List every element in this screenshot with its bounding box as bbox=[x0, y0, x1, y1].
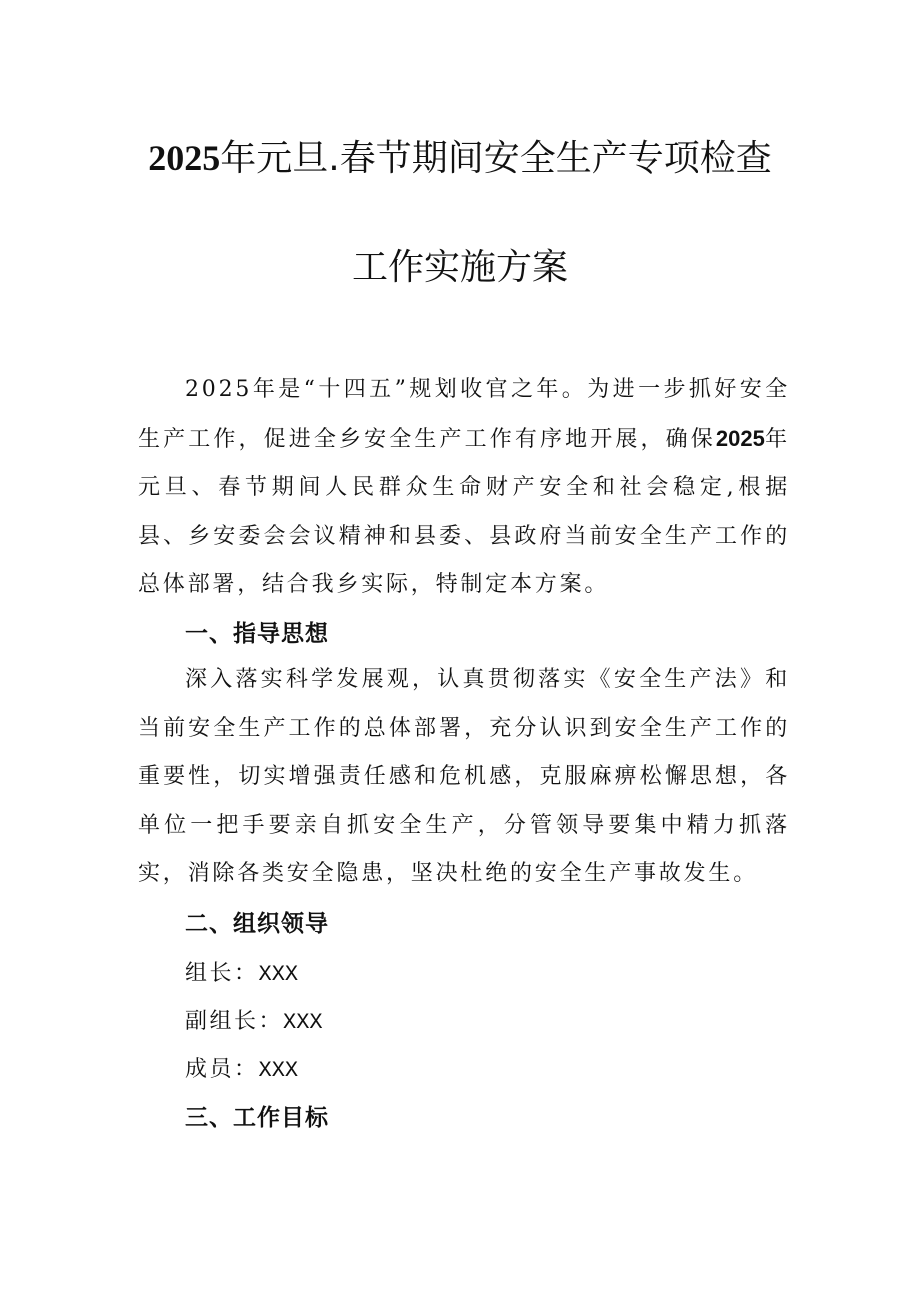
document-title-line-2: 工作实施方案 bbox=[351, 247, 568, 288]
intro-paragraph bbox=[138, 366, 790, 610]
intro-text-2: 年元旦、春节期间人民群众生命财产安全和社会稳定,根据县、乡安委会会议精神和县委、县政府当前安全生产工作的总体部署，结合我乡实际，特制定本方案。 bbox=[138, 426, 790, 597]
section-heading-guiding-thought: 一、指导思想 bbox=[185, 621, 329, 647]
deputy-leader-line bbox=[185, 998, 323, 1047]
deputy-label: 副组长： bbox=[185, 1009, 284, 1034]
intro-year-bold: 2025 bbox=[715, 425, 765, 451]
deputy-value: XXX bbox=[283, 1010, 323, 1035]
guiding-thought-text: 深入落实科学发展观，认真贯彻落实《安全生产法》和当前安全生产工作的总体部署，充分认识到安全生产工作的重要性，切实增强责任感和危机感，克服麻痹松懈思想，各单位一把手要亲自抓安全生产，分管领导要集中精力抓落实，消除各类安全隐患，坚决杜绝的安全生产事故发生。 bbox=[138, 667, 790, 886]
leader-value: XXX bbox=[258, 962, 299, 987]
section-heading-work-goals: 三、工作目标 bbox=[185, 1105, 329, 1131]
intro-year: 2025 bbox=[185, 377, 253, 402]
title-year: 2025 bbox=[148, 138, 221, 178]
leader-label: 组长： bbox=[185, 961, 259, 986]
document-title-line-1 bbox=[0, 140, 920, 177]
members-label: 成员： bbox=[185, 1057, 259, 1082]
guiding-thought-paragraph bbox=[138, 656, 790, 899]
title-text: 年元旦.春节期间安全生产专项检查 bbox=[220, 138, 772, 179]
intro-text-1: 年是“十四五”规划收官之年。为进一步抓好安全生产工作，促进全乡安全生产工作有序地开展，确保 bbox=[138, 377, 790, 452]
members-line bbox=[185, 1046, 298, 1095]
leader-line bbox=[185, 950, 298, 999]
section-heading-organization: 二、组织领导 bbox=[185, 911, 329, 937]
members-value: XXX bbox=[258, 1058, 299, 1083]
